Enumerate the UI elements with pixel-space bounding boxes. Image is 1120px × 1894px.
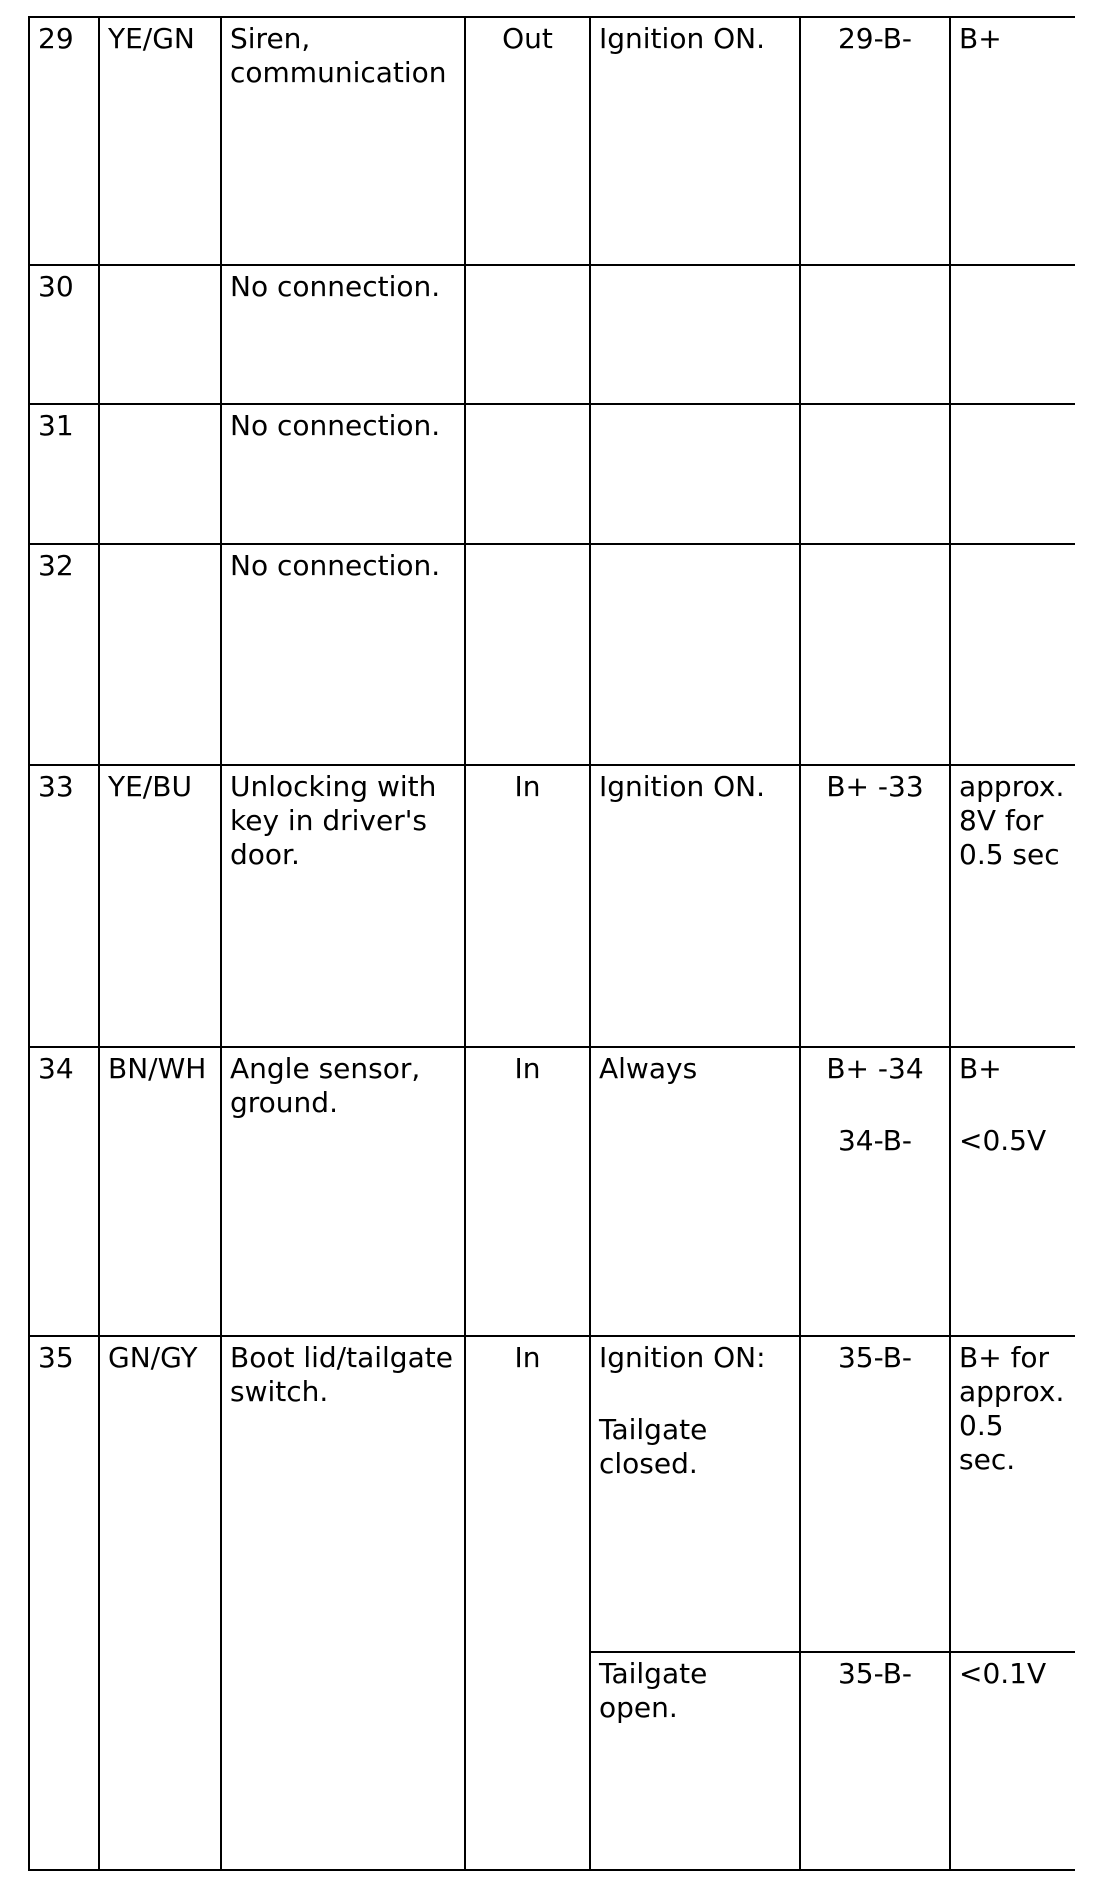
pin-description: Angle sensor, ground. (221, 1047, 465, 1336)
test-condition (590, 544, 800, 765)
signal-direction: In (465, 765, 590, 1047)
pin-description: Siren, communication (221, 17, 465, 265)
wire-color: YE/GN (99, 17, 221, 265)
measurement-line: B+ -34 (826, 1052, 924, 1085)
expected-value: approx. 8V for 0.5 sec (950, 765, 1075, 1047)
pin-description: No connection. (221, 265, 465, 404)
test-condition: Tailgate open. (590, 1652, 800, 1870)
test-condition: Ignition ON. (590, 765, 800, 1047)
table-row (29, 765, 1075, 1047)
test-condition: Always (590, 1047, 800, 1336)
pin-number: 32 (29, 544, 99, 765)
expected-value (950, 1047, 1075, 1336)
measurement-points: B+ -33 (800, 765, 950, 1047)
measurement-points (800, 404, 950, 544)
expected-value (950, 544, 1075, 765)
value-line: <0.5V (959, 1124, 1047, 1157)
wire-color: YE/BU (99, 765, 221, 1047)
table-row (29, 544, 1075, 765)
pin-description: Unlocking with key in driver's door. (221, 765, 465, 1047)
table-row (29, 17, 1075, 265)
expected-value (950, 404, 1075, 544)
condition-line: Ignition ON: (599, 1341, 766, 1374)
table-row (29, 265, 1075, 404)
wire-color (99, 544, 221, 765)
pin-number: 29 (29, 17, 99, 265)
expected-value: B+ for approx. 0.5 sec. (950, 1336, 1075, 1652)
signal-direction: Out (465, 17, 590, 265)
measurement-points (800, 265, 950, 404)
pin-number: 31 (29, 404, 99, 544)
signal-direction: In (465, 1047, 590, 1336)
condition-line: Tailgate closed. (599, 1413, 708, 1480)
wire-color (99, 265, 221, 404)
measurement-points: 35-B- (800, 1652, 950, 1870)
test-condition (590, 265, 800, 404)
expected-value (950, 265, 1075, 404)
table-row (29, 404, 1075, 544)
table-row (29, 1047, 1075, 1336)
test-condition (590, 404, 800, 544)
measurement-points: 35-B- (800, 1336, 950, 1652)
pin-description: Boot lid/tailgate switch. (221, 1336, 465, 1870)
pin-number: 33 (29, 765, 99, 1047)
table-row (29, 1336, 1075, 1652)
wire-color: BN/WH (99, 1047, 221, 1336)
pin-number: 35 (29, 1336, 99, 1870)
expected-value: B+ (950, 17, 1075, 265)
signal-direction (465, 404, 590, 544)
signal-direction (465, 265, 590, 404)
expected-value: <0.1V (950, 1652, 1075, 1870)
measurement-points (800, 544, 950, 765)
test-condition: Ignition ON. (590, 17, 800, 265)
pin-description: No connection. (221, 544, 465, 765)
measurement-points (800, 1047, 950, 1336)
signal-direction: In (465, 1336, 590, 1870)
test-condition (590, 1336, 800, 1652)
pin-assignment-table (28, 16, 1075, 1871)
wire-color (99, 404, 221, 544)
signal-direction (465, 544, 590, 765)
value-line: B+ (959, 1052, 1002, 1085)
measurement-points: 29-B- (800, 17, 950, 265)
pin-number: 34 (29, 1047, 99, 1336)
pin-number: 30 (29, 265, 99, 404)
measurement-line: 34-B- (837, 1124, 913, 1157)
wire-color: GN/GY (99, 1336, 221, 1870)
pin-description: No connection. (221, 404, 465, 544)
